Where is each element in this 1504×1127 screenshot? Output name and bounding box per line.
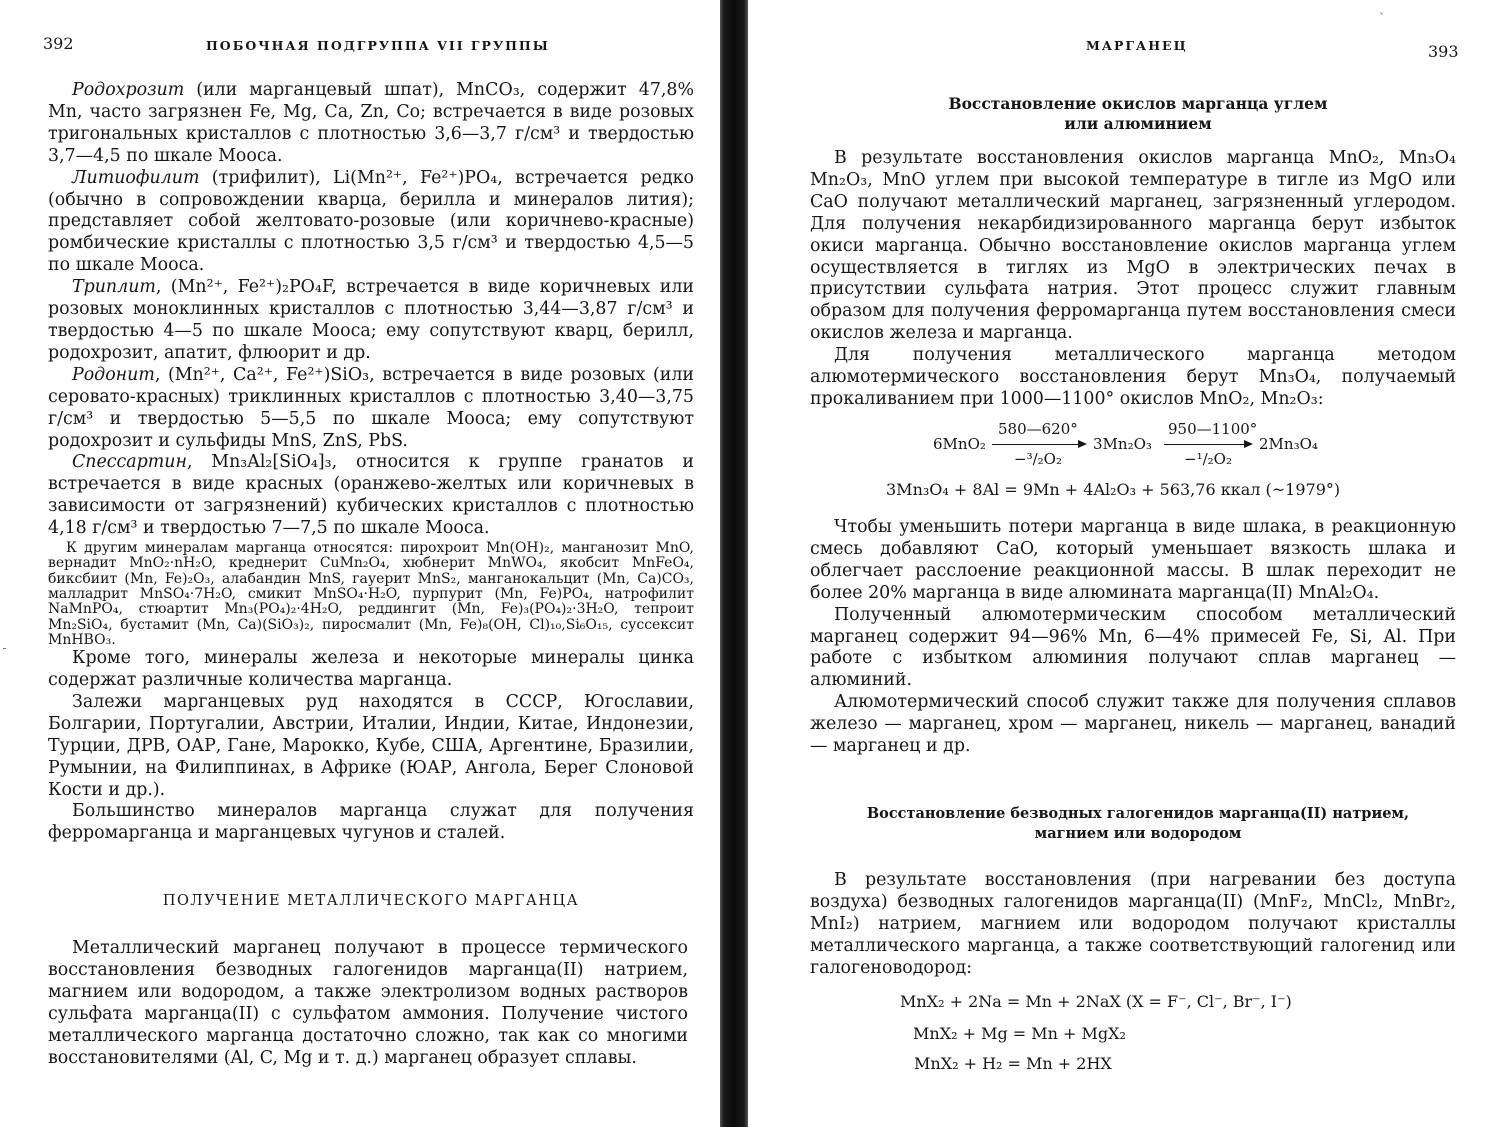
- body-paragraph: В результате восстановления окислов марганца MnO₂, Mn₃O₄ Mn₂O₃, MnO углем при высокой температуре в тигле из MgO или CaO получают металлический марганец, загрязненный углеродом. Для получения некарбидизированного марганца берут избыток окиси марганца. Обычно восстановление окислов марганца углем осуществляется в тиглях из MgO в электрических печах в присутствии сульфата натрия. Этот процесс служит главным образом для получения ферромарганца путем восстановления смеси окислов железа и марганца.: [810, 148, 1456, 344]
- book-gutter: [720, 0, 748, 1127]
- left-page: [0, 0, 720, 1127]
- section-heading: [788, 804, 1488, 844]
- scan-speck: [1380, 12, 1383, 15]
- body-paragraph: В результате восстановления (при нагревании без доступа воздуха) безводных галогенидов марганца(II) (MnF₂, MnCl₂, MnBr₂, MnI₂) натрием, магнием или водородом получают кристаллы металлического марганца, а также соответствующий галогенид или галогеноводород:: [810, 870, 1456, 978]
- equation: 3Mn₃O₄ + 8Al = 9Mn + 4Al₂O₃ + 563,76 ккал (~1979°): [886, 480, 1341, 499]
- body-paragraph: Большинство минералов марганца служат для получения ферромарганца и марганцевых чугунов и сталей.: [48, 801, 694, 844]
- page-number: 393: [1428, 42, 1459, 61]
- body-paragraph: Чтобы уменьшить потери марганца в виде шлака, в реакционную смесь добавляют CaO, который уменьшает вязкость шлака и облегчает расслоение реакционной массы. В шлак переходит не более 20% марганца в виде алюмината марганца(II) MnAl₂O₄.: [810, 517, 1456, 603]
- body-paragraph: Металлический марганец получают в процессе термического восстановления безводных галогенидов марганца(II) натрием, магнием или водородом, а также электролизом водных растворов сульфата марганца(II) с сульфатом аммония. Получение чистого металлического марганца достаточно сложно, так как со многими восстановителями (Al, C, Mg и т. д.) марганец образует сплавы.: [48, 938, 688, 1068]
- body-paragraph: Кроме того, минералы железа и некоторые минералы цинка содержат различные количества марганца.: [48, 648, 694, 691]
- heading-line: Восстановление безводных галогенидов марганца(II) натрием,: [866, 805, 1410, 822]
- mineral-paragraph: [48, 80, 694, 168]
- heading-line: магнием или водородом: [1034, 825, 1242, 842]
- right-page: [748, 0, 1504, 1127]
- arrow-head-icon: [1244, 440, 1253, 448]
- equation: MnX₂ + H₂ = Mn + 2HX: [914, 1054, 1112, 1073]
- section-heading: ПОЛУЧЕНИЕ МЕТАЛЛИЧЕСКОГО МАРГАНЦА: [162, 893, 580, 909]
- body-paragraph: Алюмотермический способ служит также для получения сплавов железо — марганец, хром — марганец, никель — марганец, ванадий — марганец и др.: [810, 692, 1456, 757]
- mineral-description: , (Mn²⁺, Ca²⁺, Fe²⁺)SiO₃, встречается в виде розовых (или серовато-красных) триклинных кристаллов с плотностью 3,40—3,75 г/см³ и твердостью 5—5,5 по шкале Мооса; ему сопутствуют родохрозит и сульфиды MnS, ZnS, PbS.: [48, 364, 694, 451]
- section-text: [48, 938, 688, 1069]
- mineral-description: (или марганцевый шпат), MnCO₃, содержит 47,8% Mn, часто загрязнен Fe, Mg, Ca, Zn, Co; встречается в виде розовых тригональных кристаллов с плотностью 3,6—3,7 г/см³ и твердостью 3,7—4,5 по шкале Мооса.: [48, 80, 694, 166]
- mineral-name: Родохрозит: [72, 80, 185, 100]
- equation: MnX₂ + 2Na = Mn + 2NaX (X = F⁻, Cl⁻, Br⁻, I⁻): [900, 992, 1292, 1011]
- body-paragraph: Залежи марганцевых руд находятся в СССР, Югославии, Болгарии, Португалии, Австрии, Италии, Индии, Китае, Индонезии, Турции, ДРВ, ОАР, Гане, Марокко, Кубе, США, Аргентине, Бразилии, Румынии, на Филиппинах, в Африке (ЮАР, Ангола, Берег Слоновой Кости и др.).: [48, 691, 694, 800]
- reaction-species: 2Mn₃O₄: [1259, 435, 1318, 453]
- mineral-paragraph: [48, 452, 694, 540]
- section-text: [810, 148, 1456, 411]
- heading-line: или алюминием: [1064, 114, 1212, 133]
- scan-speck: [3, 648, 6, 649]
- mineral-name: Родонит: [72, 364, 155, 385]
- reaction-arrow: [992, 444, 1080, 445]
- arrow-condition-top: 950—1100°: [1168, 420, 1258, 438]
- arrow-condition-top: 580—620°: [998, 420, 1078, 438]
- reaction-arrow: [1164, 444, 1246, 445]
- section-text: [810, 517, 1456, 758]
- mineral-paragraph: [48, 168, 694, 278]
- section-heading: [788, 94, 1488, 134]
- reaction-scheme: [748, 420, 1504, 470]
- reaction-species: 6MnO₂: [933, 435, 986, 453]
- running-head: ПОБОЧНАЯ ПОДГРУППА VII ГРУППЫ: [206, 38, 550, 53]
- mineral-paragraph: [48, 277, 694, 365]
- arrow-head-icon: [1078, 440, 1087, 448]
- mineral-description: , (Mn²⁺, Fe²⁺)₂PO₄F, встречается в виде коричневых или розовых моноклинных кристаллов с плотностью 3,44—3,87 г/см³ и твердостью 4—5 по шкале Мооса; ему сопутствуют кварц, берилл, родохрозит, апатит, флюорит и др.: [48, 277, 694, 363]
- heading-line: Восстановление окислов марганца углем: [948, 94, 1328, 113]
- body-paragraph: Для получения металлического марганца методом алюмотермического восстановления берут Mn₃O₄, получаемый прокаливанием при 1000—1100° окислов MnO₂, Mn₂O₃:: [810, 345, 1456, 409]
- body-paragraph: Полученный алюмотермическим способом металлический марганец содержит 94—96% Mn, 6—4% примесей Fe, Si, Al. При работе с избытком алюминия получают сплав марганец — алюминий.: [810, 604, 1456, 691]
- section-text: [810, 870, 1456, 980]
- mineral-name: Литиофилит: [72, 167, 200, 188]
- mineral-name: Триплит: [72, 277, 156, 298]
- equation: MnX₂ + Mg = Mn + MgX₂: [913, 1024, 1126, 1043]
- arrow-condition-bottom: −¹/₂O₂: [1184, 450, 1232, 468]
- reaction-species: 3Mn₂O₃: [1093, 435, 1152, 453]
- other-minerals-paragraph: К другим минералам марганца относятся: пирохроит Mn(OH)₂, манганозит MnO, вернадит MnO₂·nH₂O, креднерит CuMn₂O₄, хюбнерит MnWO₄, якобсит MnFeO₄, биксбиит (Mn, Fe)₂O₃, алабандин MnS, гауерит MnS₂, манганокальцит (Mn, Ca)CO₃, малладрит MnSO₄·7H₂O, смикит MnSO₄·H₂O, пурпурит (Mn, Fe)PO₄, натрофилит NaMnPO₄, стюартит Mn₃(PO₄)₂·4H₂O, реддингит (Mn, Fe)₃(PO₄)₂·3H₂O, тепроит Mn₂SiO₄, бустамит (Mn, Ca)(SiO₃)₂, пиросмалит (Mn, Fe)₈(OH, Cl)₁₀,Si₆O₁₅, суссексит MnHBO₃.: [48, 540, 694, 648]
- page-number: 392: [43, 34, 74, 53]
- mineral-description: , Mn₃Al₂[SiO₄]₃, относится к группе гранатов и встречается в виде красных (оранжево-желтых или коричневых в зависимости от загрязнений) кубических кристаллов с плотностью 4,18 г/см³ и твердостью 7—7,5 по шкале Мооса.: [48, 452, 694, 539]
- mineral-description: (трифилит), Li(Mn²⁺, Fe²⁺)PO₄, встречается редко (обычно в сопровождении кварца, берилла и минералов лития); представляет собой желтовато-розовые (или коричнево-красные) ромбические кристаллы с плотностью 3,5 г/см³ и твердостью 4,5—5 по шкале Мооса.: [48, 167, 694, 276]
- mineral-name: Спессартин: [72, 452, 187, 473]
- running-head: МАРГАНЕЦ: [1086, 38, 1188, 53]
- arrow-condition-bottom: −³/₂O₂: [1014, 450, 1062, 468]
- mineral-paragraph: [48, 365, 694, 453]
- minerals-text: [48, 80, 694, 845]
